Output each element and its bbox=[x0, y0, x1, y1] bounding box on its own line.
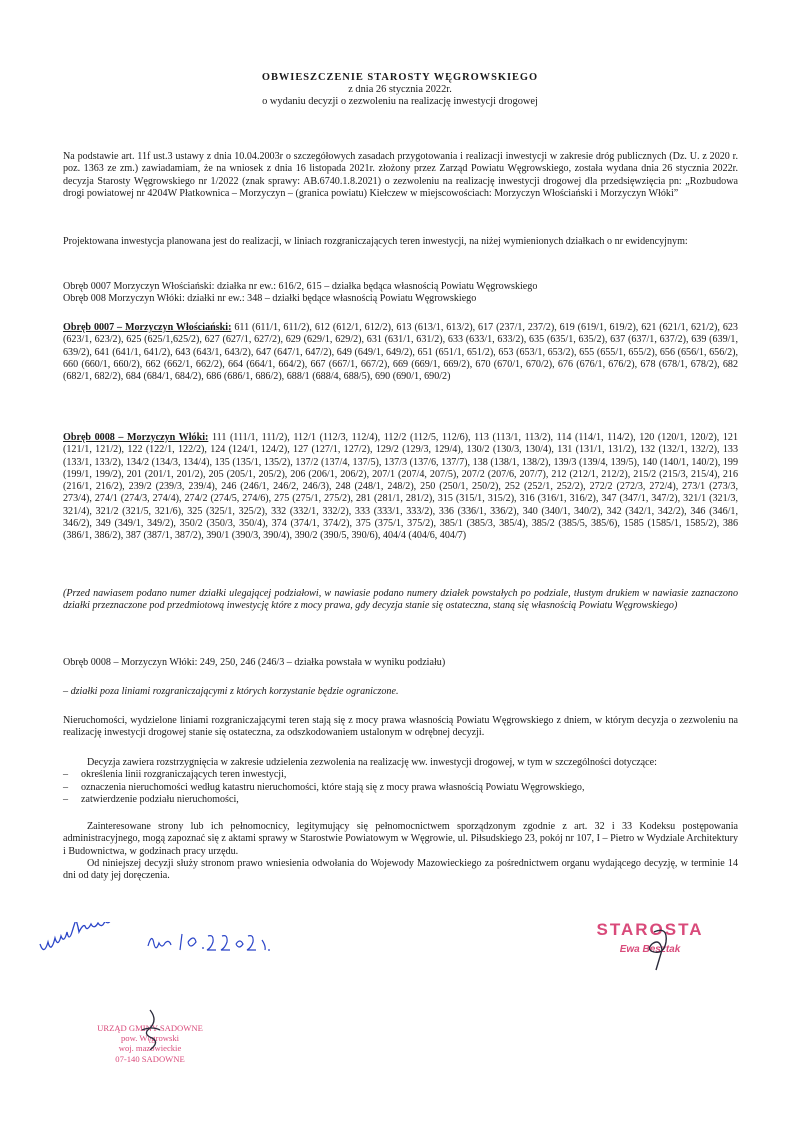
intro-paragraph: Na podstawie art. 11f ust.3 ustawy z dnia 10.04.2003r o szczegółowych zasadach przygotowania i realizacji inwestycji w zakresie dróg publicznych (Dz. U. z 2020 r. poz. 1363 ze zm.) zawiadamiam, że na wniosek z dnia 16 listopada 2021r. złożony przez Zarząd Powiatu Węgrowskiego, została wydana dnia 26 stycznia 2022r. decyzja Starosty Węgrowskiego nr 1/2022 (znak sprawy: AB.6740.1.8.2021) o zezwoleniu na realizację inwestycji drogowej dla przedsięwzięcia pn: „Rozbudowa drogi powiatowej nr 4204W Płatkownica – Morzyczyn – (granica powiatu) Kiełczew w miejscowościach: Morzyczyn Włościański i Morzyczyn Włóki” bbox=[63, 151, 738, 199]
handwritten-posting-note bbox=[36, 922, 276, 962]
obreb-list bbox=[63, 281, 738, 306]
limited-use-note: – działki poza liniami rozgraniczającymi z których korzystanie będzie ograniczone. bbox=[63, 686, 399, 697]
interested-paragraph: Zainteresowane strony lub ich pełnomocnicy, legitymujący się pełnomocnictwem sporządzonym zgodnie z art. 32 i 33 Kodeksu postępowania administracyjnego, mogą zapoznać się z aktami sprawy w Starostwie Powiatowym w Węgrowie, ul. Piłsudskiego 23, pokój nr 107, I – Pietro w Wydziale Architektury i Budownictwa, w godzinach pracy urzędu. bbox=[63, 821, 738, 857]
obreb-list-item: Obręb 008 Morzyczyn Włóki: działki nr ew.: 348 – działki będące własnością Powiatu Węgrowskiego bbox=[63, 293, 477, 305]
starosta-signature-icon bbox=[636, 924, 676, 974]
decision-list bbox=[63, 769, 738, 806]
parcel-note: (Przed nawiasem podano numer działki ulegającej podziałowi, w nawiasie podano numery działek powstałych po podziale, tłustym drukiem w nawiasie zaznaczono działki przeznaczone pod przedmiotową inwestycję które z mocy prawa, gdy decyzja stanie się ostateczna, staną się własnością Powiatu Węgrowskiego) bbox=[63, 588, 738, 612]
obreb-0007-parcels bbox=[63, 322, 738, 383]
obreb-0007-parcel-list: 611 (611/1, 611/2), 612 (612/1, 612/2), 613 (613/1, 613/2), 617 (237/1, 237/2), 619 (619/1, 619/2), 621 (621/1, 621/2), 623 (623/1, 623/2), 625 (625/1,625/2), 627 (627/1, 627/2), 629 (629/1, 629/2), 631 (631/1, 631/2), 633 (633/1, 633/2), 635 (635/1, 635/2), 637 (637/1, 637/2), 639 (639/1, 639/2), 641 (641/1, 641/2), 643 (643/1, 643/2), 647 (647/1, 647/2), 649 (649/1, 649/2), 651 (651/1, 651/2), 653 (653/1, 653/2), 655 (655/1, 655/2), 656 (656/1, 656/2), 660 (660/1, 660/2), 662 (662/1, 662/2), 664 (664/1, 664/2), 667 (667/1, 667/2), 669 (669/1, 669/2), 670 (670/1, 670/2), 676 (676/1, 676/2), 678 (678/1, 678/2), 682 (682/1, 682/2), 684 (684/1, 684/2), 686 (686/1, 686/2), 688/1 (688/4, 688/5), 690 (690/1, 690/2) bbox=[63, 322, 738, 382]
document-date: z dnia 26 stycznia 2022r. bbox=[348, 84, 452, 96]
obreb-0008-parcels bbox=[63, 432, 738, 542]
realization-paragraph: Projektowana inwestycja planowana jest do realizacji, w liniach rozgraniczających teren inwestycji, na niżej wymienionych działkach o nr ewidencyjnym: bbox=[63, 236, 688, 247]
obreb-0008-parcel-list: 111 (111/1, 111/2), 112/1 (112/3, 112/4), 112/2 (112/5, 112/6), 113 (113/1, 113/2), 114 (114/1, 114/2), 120 (120/1, 120/2), 121 (121/1, 121/2), 122 (122/1, 122/2), 124 (124/1, 124/2), 127 (127/1, 127/2), 129/2 (129/3, 129/4), 130/2 (130/3, 130/4), 131 (131/1, 131/2), 132 (132/1, 132/2), 133 (133/1, 133/2), 134/2 (134/3, 134/4), 135 (135/1, 135/2), 137/2 (137/4, 137/5), 137/3 (137/6, 137/7), 138 (138/1, 138/2), 139/3 (139/4, 139/5), 140 (140/1, 140/2), 199 (199/1, 199/2), 201 (201/1, 201/2), 205 (205/1, 205/2), 206 (206/1, 206/2), 207/1 (207/4, 207/5), 207/2 (207/6, 207/7), 212 (212/1, 212/2), 215/2 (215/3, 215/4), 216 (216/1, 216/2), 239/2 (239/3, 239/4), 246 (246/1, 246/2, 246/3), 248 (248/1, 248/2), 250 (250/1, 250/2), 252 (252/1, 252/2), 272/2 (272/3, 272/4), 273/1 (273/3, 273/4), 274/1 (274/3, 274/4), 274/2 (274/5, 274/6), 275 (275/1, 275/2), 281 (281/1, 281/2), 315 (315/1, 315/2), 316 (316/1, 316/2), 347 (347/1, 347/2), 321/1 (321/3, 321/4), 321/2 (321/5, 321/6), 325 (325/1, 325/2), 332 (332/1, 332/2), 333 (333/1, 333/2), 336 (336/1, 336/2), 340 (340/1, 340/2), 342 (342/1, 342/2), 346 (346/1, 346/2), 349 (349/1, 349/2), 350/2 (350/3, 350/4), 374 (374/1, 374/2), 375 (375/1, 375/2), 385/1 (385/3, 385/4), 385/2 (385/5, 385/6), 1585 (1585/1, 1585/2), 386 (386/1, 386/2), 387 (387/1, 387/2), 390/1 (390/3, 390/4), 390/2 (390/5, 390/6), 404/4 (404/6, 404/7) bbox=[63, 432, 738, 541]
decision-intro: Decyzja zawiera rozstrzygnięcia w zakresie udzielenia zezwolenia na realizację ww. inwestycji drogowej, w tym w szczególności dotyczące: bbox=[87, 757, 657, 768]
document-subject: o wydaniu decyzji o zezwoleniu na realizację inwestycji drogowej bbox=[262, 96, 538, 108]
list-item: – oznaczenia nieruchomości według katastru nieruchomości, które stają się z mocy prawa własnością Powiatu Węgrowskiego, bbox=[63, 781, 585, 793]
municipal-office-stamp: URZĄD GMINY SADOWNE pow. Węgrowski woj. mazowieckie 07-140 SADOWNE bbox=[97, 1023, 203, 1064]
list-item: – określenia linii rozgraniczających teren inwestycji, bbox=[63, 769, 287, 781]
appeal-paragraph: Od niniejszej decyzji służy stronom prawo wniesienia odwołania do Wojewody Mazowieckiego za pośrednictwem organu wydającego decyzję, w terminie 14 dni od daty jej doręczenia. bbox=[63, 858, 738, 882]
obreb-list-item: Obręb 0007 Morzyczyn Włościański: działka nr ew.: 616/2, 615 – działka będąca własnością Powiatu Węgrowskiego bbox=[63, 281, 538, 292]
obreb-0007-label: Obręb 0007 – Morzyczyn Włościański: bbox=[63, 322, 232, 333]
document-title: OBWIESZCZENIE STAROSTY WĘGROWSKIEGO bbox=[261, 72, 539, 83]
starosta-stamp-title: STAROSTA bbox=[596, 920, 704, 939]
list-item: – zatwierdzenie podziału nieruchomości, bbox=[63, 793, 239, 805]
obreb-0008-label: Obręb 0008 – Morzyczyn Włóki: bbox=[63, 432, 209, 443]
handwriting-signature-icon bbox=[36, 922, 276, 962]
ownership-paragraph: Nieruchomości, wydzielone liniami rozgraniczającymi teren stają się z mocy prawa własnością Powiatu Węgrowskiego z dniem, w którym decyzja o zezwoleniu na realizację inwestycji drogowej stanie się ostateczna, za odszkodowaniem ustalonym w odrębnej decyzji. bbox=[63, 715, 738, 739]
obreb-0008-extra: Obręb 0008 – Morzyczyn Włóki: 249, 250, 246 (246/3 – działka powstała w wyniku podziału) bbox=[63, 657, 446, 668]
starosta-stamp-name: Ewa Besztak bbox=[619, 944, 681, 955]
office-signature-icon bbox=[136, 1006, 166, 1052]
decision-scope bbox=[63, 757, 738, 806]
document-header bbox=[0, 72, 800, 109]
